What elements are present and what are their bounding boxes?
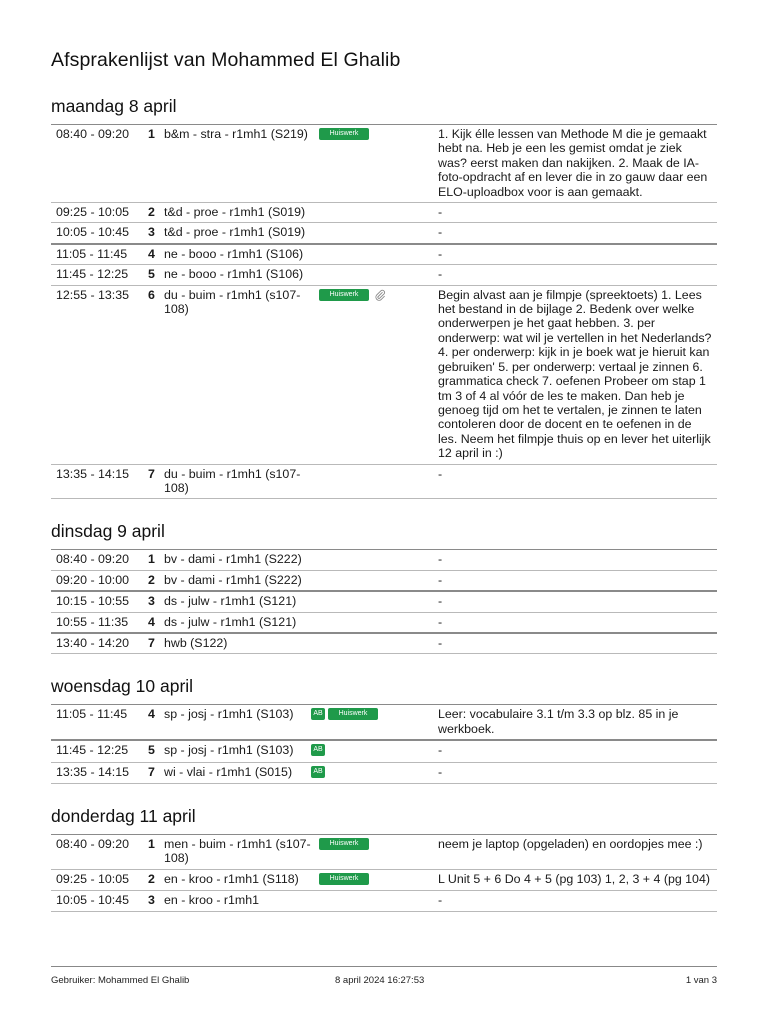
lesson-number: 7 bbox=[148, 464, 161, 499]
lesson-time: 08:40 - 09:20 bbox=[51, 125, 148, 203]
lesson-tags bbox=[311, 244, 438, 265]
lesson-time: 10:15 - 10:55 bbox=[51, 591, 148, 612]
appointment-row[interactable] bbox=[51, 125, 717, 203]
lesson-time: 08:40 - 09:20 bbox=[51, 550, 148, 570]
lesson-tags bbox=[311, 762, 438, 783]
appointments-table bbox=[51, 704, 717, 784]
lesson-time: 13:40 - 14:20 bbox=[51, 633, 148, 654]
lesson-number: 4 bbox=[148, 705, 161, 740]
lesson-tags bbox=[311, 570, 438, 591]
lesson-description: - bbox=[438, 223, 717, 244]
lesson-tags bbox=[311, 550, 438, 570]
lesson-time: 11:05 - 11:45 bbox=[51, 705, 148, 740]
lesson-tags bbox=[311, 869, 438, 890]
ab-badge: AB bbox=[311, 766, 325, 778]
lesson-description: - bbox=[438, 762, 717, 783]
lesson-number: 2 bbox=[148, 570, 161, 591]
lesson-description: Begin alvast aan je filmpje (spreektoets) 1. Lees het bestand in de bijlage 2. Bedenk over welke onderwerpen je het gaat hebben. 3. per onderwerp: wat wil je vertellen in het Nederlands? 4. per onderwerp: kijk in je boek wat je hieruit kan gebruiken' 5. per onderwerp: vertaal je zinnen 6. grammatica check 7. oefenen Probeer om stap 1 tm 3 of 4 al vóór de les te maken. Dan heb je genoeg tijd om het te vertalen, je zinnen te laten contoleren door de docent en te oefenen in de les. Neem het filmpje thuis op en lever het uiterlijk 12 april in :) bbox=[438, 285, 717, 464]
lesson-time: 09:25 - 10:05 bbox=[51, 203, 148, 223]
day-section bbox=[51, 804, 717, 912]
page-footer bbox=[51, 966, 717, 989]
agenda-days bbox=[51, 94, 717, 912]
lesson-tags bbox=[311, 464, 438, 499]
appointment-row[interactable] bbox=[51, 203, 717, 223]
lesson-description: - bbox=[438, 591, 717, 612]
lesson-subject: sp - josj - r1mh1 (S103) bbox=[161, 705, 311, 740]
lesson-subject: t&d - proe - r1mh1 (S019) bbox=[161, 203, 311, 223]
lesson-description: - bbox=[438, 570, 717, 591]
lesson-tags bbox=[311, 612, 438, 633]
homework-badge[interactable]: Huiswerk bbox=[319, 838, 369, 850]
lesson-description: - bbox=[438, 550, 717, 570]
lesson-tags bbox=[311, 223, 438, 244]
lesson-tags bbox=[311, 633, 438, 654]
appointment-row[interactable] bbox=[51, 762, 717, 783]
lesson-tags bbox=[311, 285, 438, 464]
appointment-row[interactable] bbox=[51, 464, 717, 499]
appointment-row[interactable] bbox=[51, 740, 717, 762]
lesson-description: - bbox=[438, 612, 717, 633]
lesson-number: 5 bbox=[148, 265, 161, 285]
appointments-table bbox=[51, 124, 717, 499]
day-section bbox=[51, 519, 717, 654]
lesson-subject: wi - vlai - r1mh1 (S015) bbox=[161, 762, 311, 783]
lesson-subject: en - kroo - r1mh1 (S118) bbox=[161, 869, 311, 890]
lesson-subject: sp - josj - r1mh1 (S103) bbox=[161, 740, 311, 762]
appointments-table bbox=[51, 549, 717, 654]
lesson-number: 5 bbox=[148, 740, 161, 762]
lesson-number: 1 bbox=[148, 550, 161, 570]
appointment-row[interactable] bbox=[51, 633, 717, 654]
appointment-row[interactable] bbox=[51, 891, 717, 911]
day-heading: maandag 8 april bbox=[51, 96, 177, 116]
day-section bbox=[51, 94, 717, 499]
lesson-time: 09:20 - 10:00 bbox=[51, 570, 148, 591]
lesson-description: - bbox=[438, 740, 717, 762]
lesson-time: 10:55 - 11:35 bbox=[51, 612, 148, 633]
lesson-subject: en - kroo - r1mh1 bbox=[161, 891, 311, 911]
lesson-tags bbox=[311, 125, 438, 203]
lesson-number: 7 bbox=[148, 762, 161, 783]
appointment-row[interactable] bbox=[51, 570, 717, 591]
lesson-time: 13:35 - 14:15 bbox=[51, 762, 148, 783]
appointment-row[interactable] bbox=[51, 550, 717, 570]
lesson-time: 11:45 - 12:25 bbox=[51, 265, 148, 285]
ab-badge: AB bbox=[311, 744, 325, 756]
lesson-tags bbox=[311, 740, 438, 762]
lesson-description: neem je laptop (opgeladen) en oordopjes mee :) bbox=[438, 835, 717, 870]
page-title: Afsprakenlijst van Mohammed El Ghalib bbox=[51, 49, 401, 71]
lesson-tags bbox=[311, 705, 438, 740]
lesson-number: 6 bbox=[148, 285, 161, 464]
lesson-subject: ds - julw - r1mh1 (S121) bbox=[161, 612, 311, 633]
lesson-description: 1. Kijk élle lessen van Methode M die je gemaakt hebt na. Heb je een les gemist omdat je ziek was? eerst maken dan nakijken. 2. Maak de IA-foto-opdracht af en lever die in zo gauw daar een ELO-uploadbox voor is aan gemaakt. bbox=[438, 125, 717, 203]
appointment-row[interactable] bbox=[51, 705, 717, 740]
lesson-tags bbox=[311, 891, 438, 911]
lesson-description: - bbox=[438, 244, 717, 265]
lesson-tags bbox=[311, 835, 438, 870]
homework-badge[interactable]: Huiswerk bbox=[319, 289, 369, 301]
lesson-time: 11:05 - 11:45 bbox=[51, 244, 148, 265]
footer-user: Gebruiker: Mohammed El Ghalib bbox=[51, 975, 190, 986]
lesson-number: 3 bbox=[148, 591, 161, 612]
lesson-time: 09:25 - 10:05 bbox=[51, 869, 148, 890]
appointment-row[interactable] bbox=[51, 869, 717, 890]
lesson-number: 2 bbox=[148, 869, 161, 890]
lesson-tags bbox=[311, 203, 438, 223]
lesson-number: 1 bbox=[148, 125, 161, 203]
lesson-number: 4 bbox=[148, 244, 161, 265]
lesson-time: 11:45 - 12:25 bbox=[51, 740, 148, 762]
appointments-table bbox=[51, 834, 717, 912]
lesson-subject: t&d - proe - r1mh1 (S019) bbox=[161, 223, 311, 244]
day-heading: woensdag 10 april bbox=[51, 676, 194, 697]
day-heading: dinsdag 9 april bbox=[51, 521, 165, 542]
lesson-tags bbox=[311, 591, 438, 612]
lesson-subject: ne - booo - r1mh1 (S106) bbox=[161, 265, 311, 285]
lesson-subject: men - buim - r1mh1 (s107-108) bbox=[161, 835, 311, 870]
lesson-description: - bbox=[438, 464, 717, 499]
lesson-description: - bbox=[438, 203, 717, 223]
appointment-row[interactable] bbox=[51, 223, 717, 244]
appointment-row[interactable] bbox=[51, 835, 717, 870]
lesson-time: 13:35 - 14:15 bbox=[51, 464, 148, 499]
lesson-subject: hwb (S122) bbox=[161, 633, 311, 654]
lesson-subject: ds - julw - r1mh1 (S121) bbox=[161, 591, 311, 612]
lesson-subject: bv - dami - r1mh1 (S222) bbox=[161, 550, 311, 570]
lesson-number: 3 bbox=[148, 891, 161, 911]
lesson-description: - bbox=[438, 633, 717, 654]
lesson-time: 10:05 - 10:45 bbox=[51, 223, 148, 244]
lesson-description: - bbox=[438, 265, 717, 285]
appointment-row[interactable] bbox=[51, 265, 717, 285]
lesson-subject: du - buim - r1mh1 (s107-108) bbox=[161, 285, 311, 464]
footer-date: 8 april 2024 16:27:53 bbox=[335, 975, 425, 986]
paperclip-icon[interactable] bbox=[374, 289, 386, 301]
lesson-subject: du - buim - r1mh1 (s107-108) bbox=[161, 464, 311, 499]
lesson-number: 2 bbox=[148, 203, 161, 223]
lesson-tags bbox=[311, 265, 438, 285]
lesson-number: 3 bbox=[148, 223, 161, 244]
lesson-time: 12:55 - 13:35 bbox=[51, 285, 148, 464]
appointment-row[interactable] bbox=[51, 244, 717, 265]
lesson-description: Leer: vocabulaire 3.1 t/m 3.3 op blz. 85 in je werkboek. bbox=[438, 705, 717, 740]
appointment-row[interactable] bbox=[51, 591, 717, 612]
footer-page-number: 1 van 3 bbox=[685, 975, 717, 986]
appointment-row[interactable] bbox=[51, 612, 717, 633]
lesson-time: 08:40 - 09:20 bbox=[51, 835, 148, 870]
homework-badge[interactable]: Huiswerk bbox=[319, 873, 369, 885]
homework-badge[interactable]: Huiswerk bbox=[328, 708, 378, 720]
lesson-number: 4 bbox=[148, 612, 161, 633]
lesson-subject: b&m - stra - r1mh1 (S219) bbox=[161, 125, 311, 203]
appointment-row[interactable] bbox=[51, 285, 717, 464]
lesson-time: 10:05 - 10:45 bbox=[51, 891, 148, 911]
lesson-subject: ne - booo - r1mh1 (S106) bbox=[161, 244, 311, 265]
lesson-description: L Unit 5 + 6 Do 4 + 5 (pg 103) 1, 2, 3 + 4 (pg 104) bbox=[438, 869, 717, 890]
homework-badge[interactable]: Huiswerk bbox=[319, 128, 369, 140]
lesson-number: 1 bbox=[148, 835, 161, 870]
document-page bbox=[51, 46, 717, 912]
day-section bbox=[51, 674, 717, 784]
lesson-number: 7 bbox=[148, 633, 161, 654]
ab-badge: AB bbox=[311, 708, 325, 720]
lesson-subject: bv - dami - r1mh1 (S222) bbox=[161, 570, 311, 591]
lesson-description: - bbox=[438, 891, 717, 911]
day-heading: donderdag 11 april bbox=[51, 806, 196, 826]
